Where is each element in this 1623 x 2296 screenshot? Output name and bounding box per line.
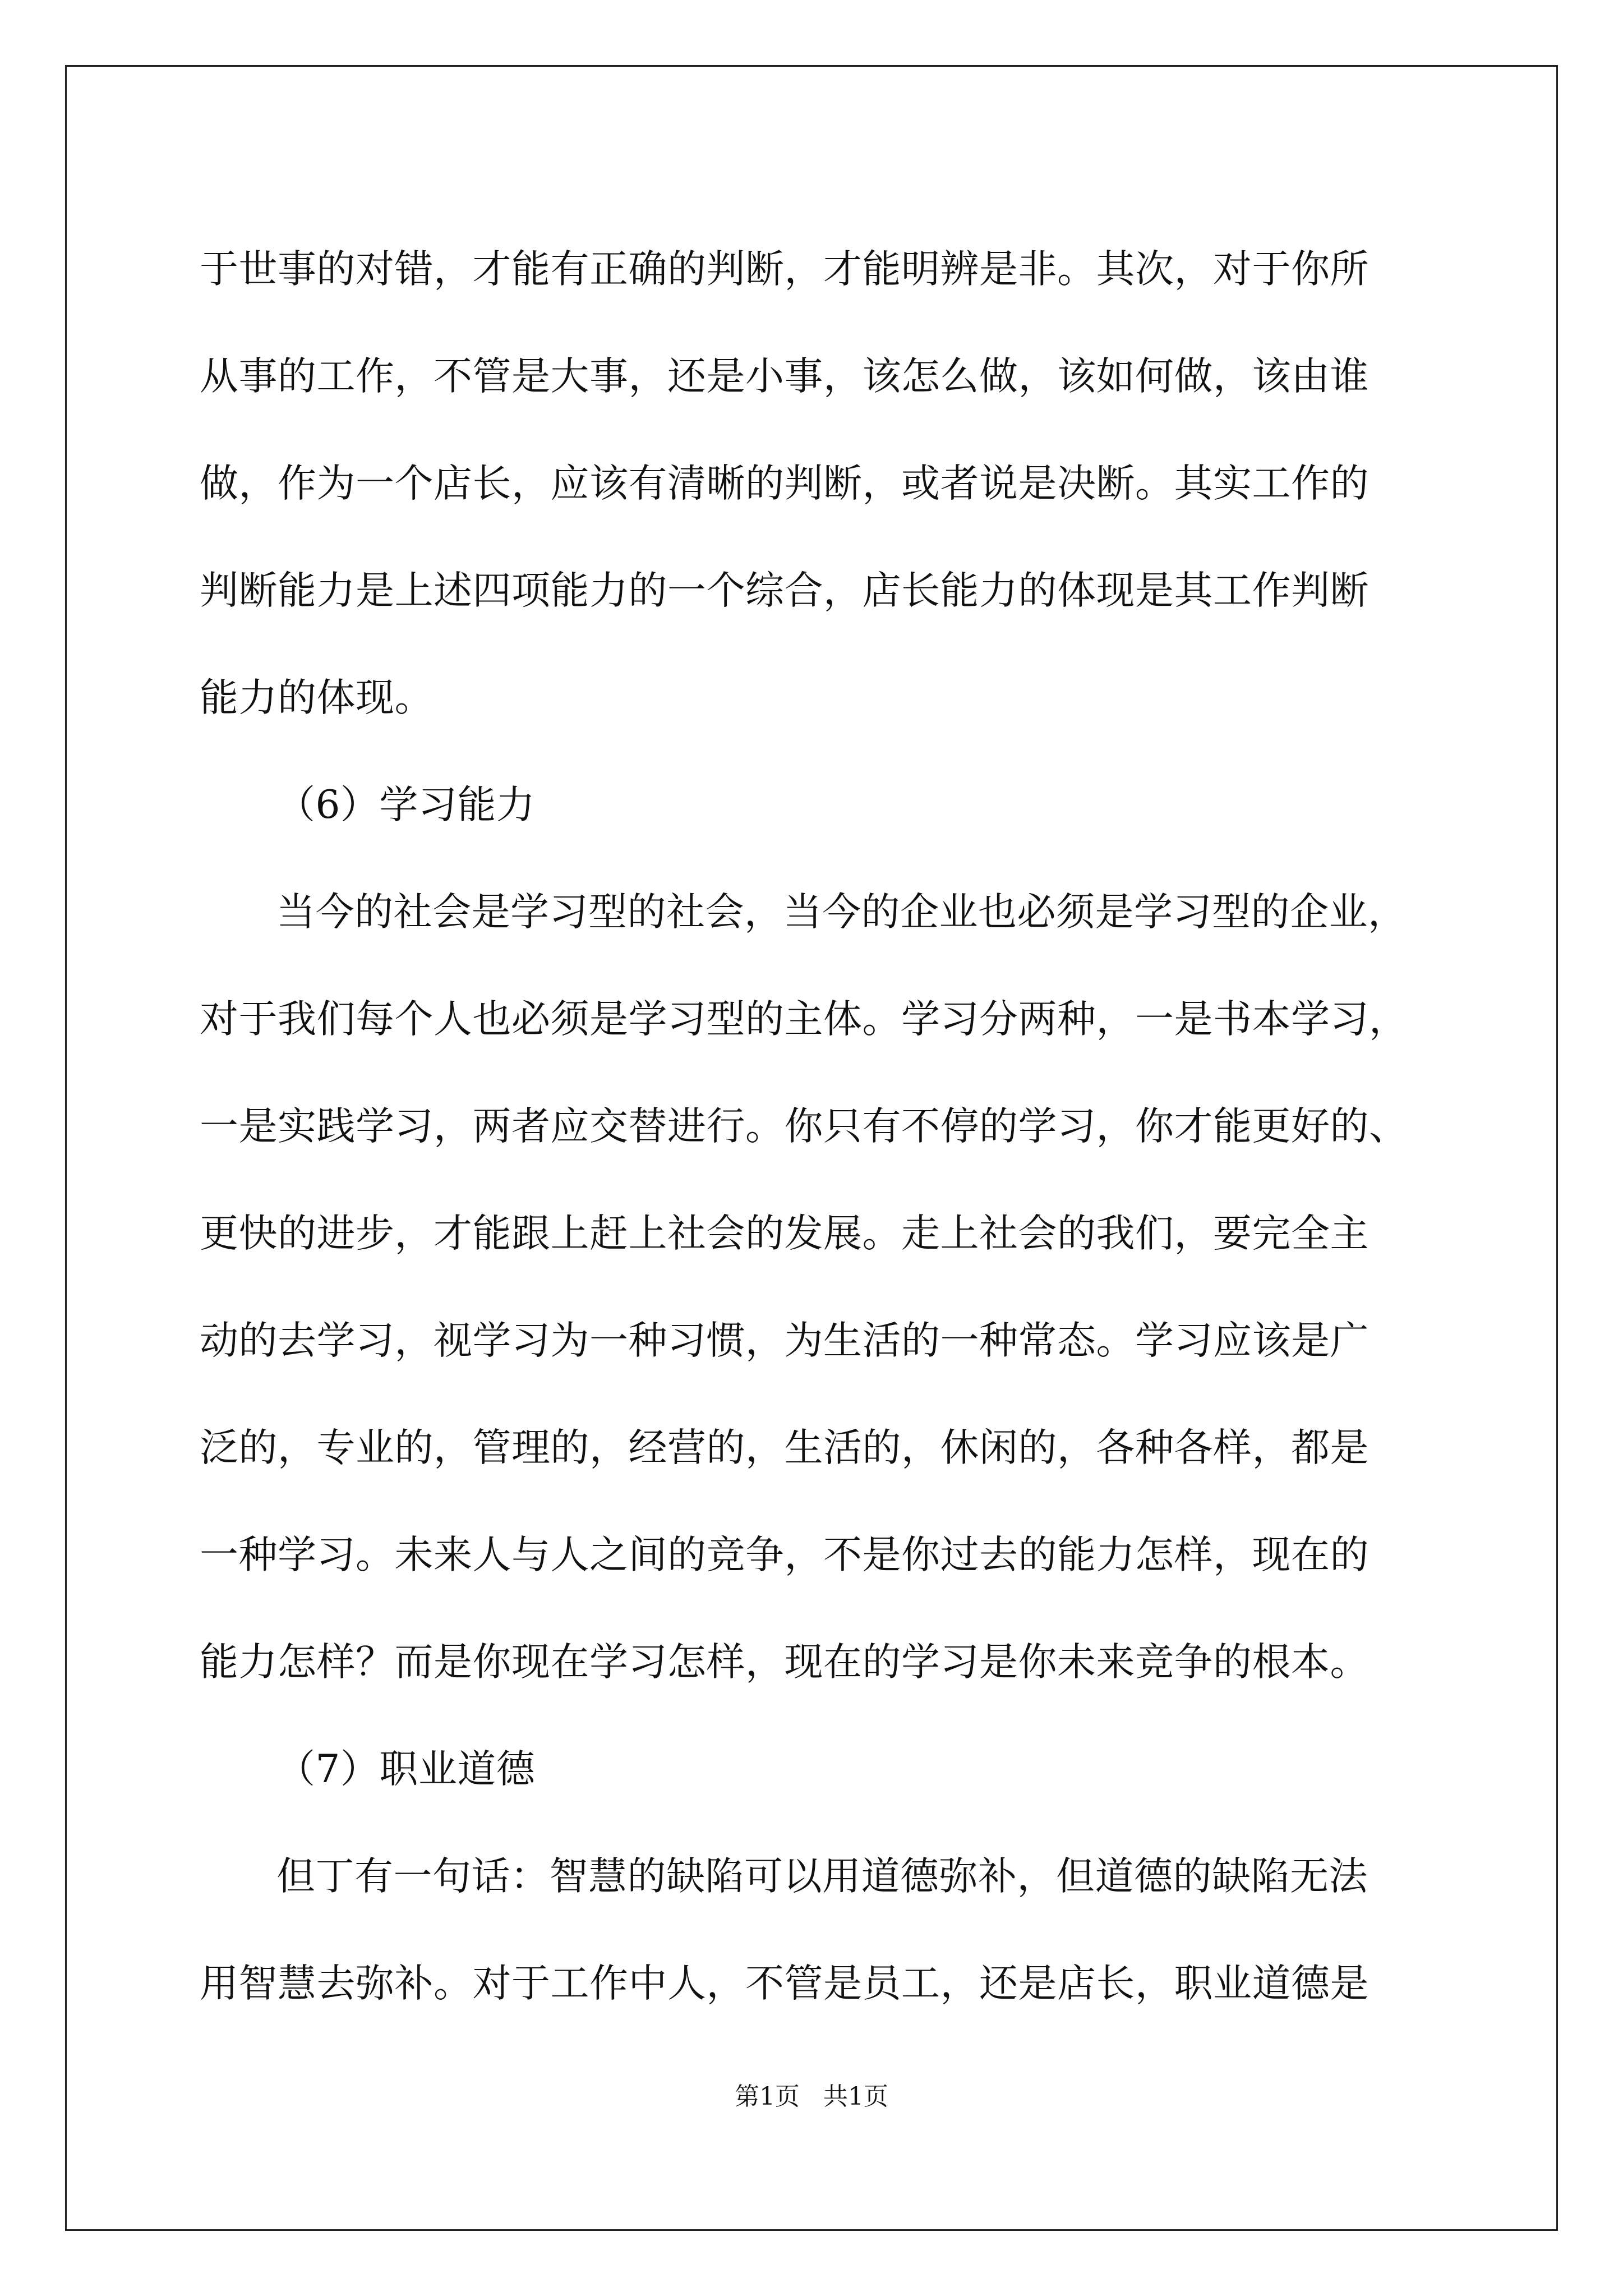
text-line: 更快的进步，才能跟上赶上社会的发展。走上社会的我们，要完全主	[200, 1211, 1369, 1256]
text-line: 能力怎样？而是你现在学习怎样，现在的学习是你未来竞争的根本。	[200, 1640, 1369, 1685]
document-body	[200, 216, 1422, 2037]
text-line: 于世事的对错，才能有正确的判断，才能明辨是非。其次，对于你所	[200, 247, 1369, 292]
text-line: 做，作为一个店长，应该有清晰的判断，或者说是决断。其实工作的	[200, 461, 1369, 506]
text-line: 动的去学习，视学习为一种习惯，为生活的一种常态。学习应该是广	[200, 1318, 1369, 1363]
text-line: 一是实践学习，两者应交替进行。你只有不停的学习，你才能更好的、	[200, 1104, 1408, 1149]
text-line: 用智慧去弥补。对于工作中人，不管是员工，还是店长，职业道德是	[200, 1961, 1369, 2006]
text-line: 但丁有一句话：智慧的缺陷可以用道德弥补，但道德的缺陷无法	[276, 1854, 1368, 1899]
text-line: 泛的，专业的，管理的，经营的，生活的，休闲的，各种各样，都是	[200, 1425, 1369, 1470]
text-line: 一种学习。未来人与人之间的竞争，不是你过去的能力怎样，现在的	[200, 1533, 1369, 1577]
text-line: 当今的社会是学习型的社会，当今的企业也必须是学习型的企业，	[276, 890, 1407, 935]
section-heading-6: （6）学习能力	[276, 783, 536, 827]
text-line: 判断能力是上述四项能力的一个综合，店长能力的体现是其工作判断	[200, 568, 1369, 613]
section-heading-7: （7）职业道德	[276, 1747, 536, 1792]
text-line: 对于我们每个人也必须是学习型的主体。学习分两种，一是书本学习，	[200, 997, 1408, 1042]
text-line: 能力的体现。	[200, 675, 434, 720]
page-number-footer: 第1页 共1页	[735, 2082, 888, 2111]
text-line: 从事的工作，不管是大事，还是小事，该怎么做，该如何做，该由谁	[200, 354, 1369, 399]
